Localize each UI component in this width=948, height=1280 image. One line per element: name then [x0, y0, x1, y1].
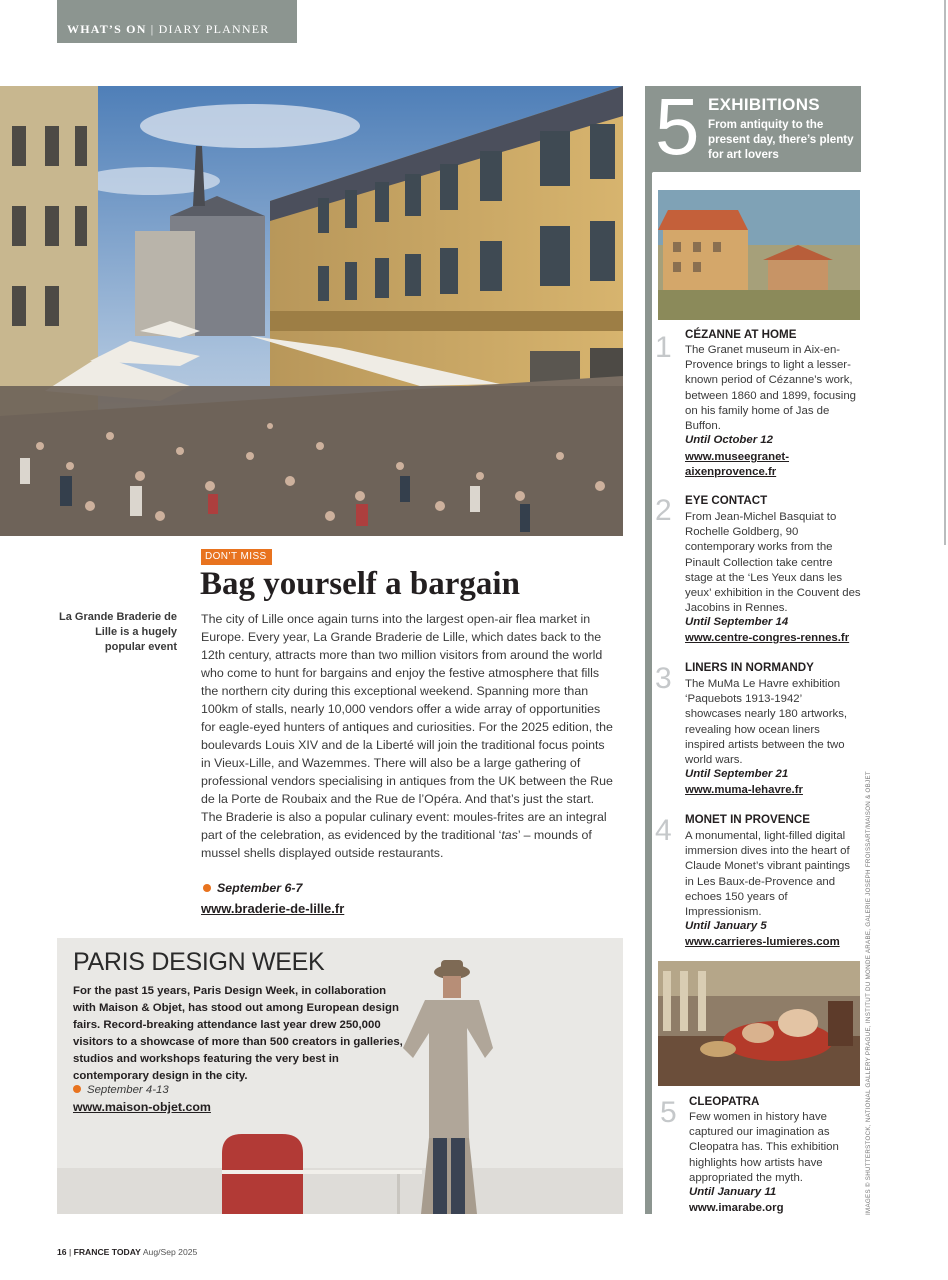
item-number-1: 1 — [655, 331, 672, 364]
item-body-4: A monumental, light-filled digital immersion dives into the heart of Claude Monet’s vibrant paintings in Les Baux-de-Provence and echoes 150 years of Impressionism. — [685, 830, 851, 919]
item-title-3: LINERS IN NORMANDY — [685, 661, 814, 674]
section-name: WHAT’S ON — [67, 22, 147, 36]
item-number-3: 3 — [655, 662, 672, 695]
footer-separator: | — [68, 1247, 72, 1257]
image-credits: IMAGES © SHUTTERSTOCK, NATIONAL GALLERY PRAGUE, INSTITUT DU MONDE ARABE, GALERIE JOSEPH FROISSART/MAISON & OBJET — [865, 771, 872, 1215]
item-url-link-5[interactable]: www.imarabe.org — [689, 1202, 784, 1214]
article-url-link[interactable]: www.braderie-de-lille.fr — [201, 901, 345, 916]
bullet-dot-icon — [203, 884, 211, 892]
paris-design-week-box — [57, 938, 623, 1214]
header-notch — [645, 172, 653, 180]
article-body-main: The city of Lille once again turns into the largest open-air flea market in Europe. Every year, La Grande Braderie de Lille, which dates back to the 12th century, attracts more than two million visitors from around the world who come to hunt for bargains and enjoy the festive atmosphere that fills the northern city during this exceptional weekend. Spanning more than 100km of stalls, nearly 10,000 vendors offer a wide array of opportunities for eagle-eyed hunters of antiques and curiosities. For the 2025 edition, the boulevards Louis XIV and de la Liberté will join the traditional focus points in Vieux-Lille, and Wazemmes. There will also be a large gathering of professional vendors specialising in antiques from the UK between the Rue de la Porte de Roubaix and the Rue de l’Opéra. And that’s just the start. The Braderie is also a popular culinary event: moules-frites are an integral part of the celebration, as evidenced by the traditional ‘ — [201, 612, 613, 842]
page-number: 16 — [57, 1247, 67, 1257]
hero-photo — [0, 86, 623, 536]
dont-miss-tag: DON’T MISS — [201, 549, 272, 565]
item-url-link-3[interactable]: www.muma-lehavre.fr — [685, 784, 803, 796]
design-week-title: PARIS DESIGN WEEK — [73, 948, 325, 976]
item-title-1: CÉZANNE AT HOME — [685, 328, 797, 341]
item-date-3: Until September 21 — [685, 768, 789, 780]
exhibitions-title: EXHIBITIONS — [708, 95, 820, 114]
item-url-link-1[interactable]: www.museegranet-aixenprovence.fr — [685, 451, 790, 478]
cleopatra-painting — [658, 961, 860, 1086]
item-date-4: Until January 5 — [685, 920, 767, 932]
subsection-name: DIARY PLANNER — [158, 22, 270, 36]
article-headline: Bag yourself a bargain — [200, 566, 520, 602]
design-week-dates-text: September 4-13 — [87, 1084, 169, 1096]
item-title-2: EYE CONTACT — [685, 494, 768, 507]
page-edge-rule — [944, 0, 946, 545]
item-number-4: 4 — [655, 814, 672, 847]
item-number-5: 5 — [660, 1096, 677, 1129]
item-title-5: CLEOPATRA — [689, 1095, 760, 1108]
item-number-2: 2 — [655, 494, 672, 527]
item-date-1: Until October 12 — [685, 434, 773, 446]
item-url-link-4[interactable]: www.carrieres-lumieres.com — [685, 936, 840, 948]
design-week-dates — [73, 1084, 169, 1096]
photo-caption: La Grande Braderie de Lille is a hugely popular event — [59, 611, 177, 653]
page-footer — [57, 1247, 197, 1257]
item-url-link-2[interactable]: www.centre-congres-rennes.fr — [685, 632, 850, 644]
magazine-name: FRANCE TODAY — [73, 1247, 141, 1257]
item-body-1: The Granet museum in Aix-en-Provence brings to light a lesser-known period of Cézanne’s work, between 1860 and 1899, focusing on his family home of Jas de Buffon. — [685, 344, 856, 433]
issue-date: Aug/Sep 2025 — [142, 1247, 198, 1257]
sidebar-rule — [645, 86, 652, 1214]
article-dates-text: September 6-7 — [217, 881, 303, 895]
section-tab — [57, 0, 297, 43]
item-title-4: MONET IN PROVENCE — [685, 813, 810, 826]
exhibitions-subtitle: From antiquity to the present day, there’s plenty for art lovers — [708, 118, 854, 161]
section-separator: | — [150, 22, 155, 36]
item-body-3: The MuMa Le Havre exhibition ‘Paquebots 1913-1942’ showcases nearly 180 artworks, revealing how ocean liners inspired artists between the two world wars. — [685, 678, 848, 767]
item-date-5: Until January 11 — [689, 1186, 777, 1198]
article-body-end: ’ – mounds of mussel shells displayed outside restaurants. — [201, 828, 592, 860]
item-body-2: From Jean-Michel Basquiat to Rochelle Goldberg, 90 contemporary works from the Pinault Collection take centre stage at the ‘Les Yeux dans les yeux’ exhibition in the Couvent des Jacobins in Rennes. — [685, 511, 861, 615]
item-body-5: Few women in history have captured our imagination as Cleopatra has. This exhibition highlights how artists have appropriated the myth. — [689, 1111, 839, 1184]
cezanne-painting — [658, 190, 860, 320]
exhibitions-count: 5 — [655, 82, 700, 171]
article-body — [201, 610, 615, 862]
design-week-body: For the past 15 years, Paris Design Week, in collaboration with Maison & Objet, has stood out among European design fairs. Record-breaking attendance last year drew 250,000 visitors to a showcase of more than 500 creators in galleries, studios and workshops featuring the very best in contemporary design in the city. — [73, 985, 403, 1082]
bullet-dot-icon — [73, 1085, 81, 1093]
article-dates — [203, 881, 302, 895]
design-week-url-link[interactable]: www.maison-objet.com — [73, 1100, 211, 1114]
article-body-italic: tas — [501, 828, 518, 842]
item-date-2: Until September 14 — [685, 616, 789, 628]
